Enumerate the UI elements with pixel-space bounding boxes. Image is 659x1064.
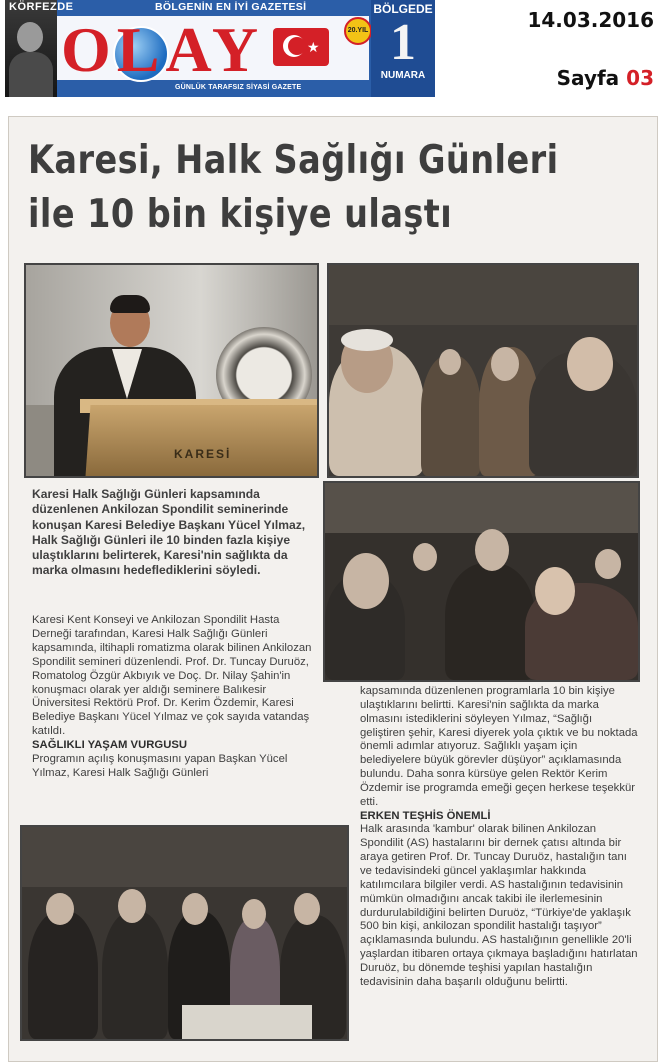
anniversary-badge: 20.YIL	[344, 17, 372, 45]
article-lead: Karesi Halk Sağlığı Günleri kapsamında düzenlenen Ankilozan Spondilit seminerinde konuşan Karesi Belediye Başkanı Yücel Yılmaz, Halk Sağlığı Günleri ile 10 binden fazla kişiye ulaştıklarını belirterek, Karesi'nin sağlıkta da marka olmasını hedeflediklerini söyledi.	[32, 487, 306, 578]
subheading-early-diagnosis: ERKEN TEŞHİS ÖNEMLİ	[360, 809, 491, 822]
page-number: Sayfa 03	[556, 66, 654, 90]
article-column-1	[32, 614, 322, 781]
flag-icon: ★	[273, 28, 329, 66]
publication-date: 14.03.2016	[527, 8, 654, 32]
photo-speaker-at-lectern	[24, 263, 319, 478]
paragraph-4: Halk arasında 'kambur' olarak bilinen Ankilozan Spondilit (AS) hastalarını bir dernek çatısı altında bir araya getiren Prof. Dr. Tuncay Duruöz, hastalığın tanı ve tedavisindeki güncel yaklaşımlar hakkında katılımcılara bilgiler verdi. AS hastalığının tedavisinin mümkün olmadığını ancak takibi ile ilerlemesinin durdurulabildiğini belirten Duruöz, “Türkiye'de yaklaşık 500 bin kişi, ankilozan spondilit hastalığı taşıyor” açıklamasında bulundu. AS hastalığının genellikle 20'li yaşlardan itibaren ortaya çıkmaya başladığını hatırlatan Duruöz, bu dönemde teşhisi yapılan hastalığın tedavisinin daha başarılı olduğunu belirtti.	[360, 823, 638, 988]
masthead-tagline: GÜNLÜK TARAFSIZ SİYASİ GAZETE	[175, 84, 302, 91]
photo-front-row	[20, 825, 349, 1041]
newspaper-logo: OLAY	[61, 14, 265, 85]
photo-audience-1	[327, 263, 639, 478]
article-column-2	[360, 685, 638, 990]
portrait-image	[5, 0, 57, 97]
lectern-text: KARESİ	[174, 447, 232, 461]
masthead-slogan: BÖLGENİN EN İYİ GAZETESİ	[155, 1, 307, 13]
newspaper-masthead	[5, 0, 435, 97]
paragraph-2: Programın açılış konuşmasını yapan Başkan Yücel Yılmaz, Karesi Halk Sağlığı Günleri	[32, 753, 288, 779]
paragraph-1: Karesi Kent Konseyi ve Ankilozan Spondilit Hasta Derneği tarafından, Karesi Halk Sağlığı Günleri kapsamında, iltihapli romatizma olarak bilinen Ankilozan Spondilit semineri düzenlendi. Prof. Dr. Tuncay Duruöz, Romatolog Özgür Akbıyık ve Doç. Dr. Nilay Şahin'in konuşmacı olarak yer aldığı seminere Balıkesir Üniversitesi Rektörü Prof. Dr. Kerim Özdemir, Karesi Belediye Başkanı Yücel Yılmaz ve çok sayıda vatandaş katıldı.	[32, 614, 312, 738]
region-rank-box: BÖLGEDE 1 NUMARA	[371, 0, 435, 97]
photo-audience-2	[323, 481, 640, 682]
paragraph-3: kapsamında düzenlenen programlarla 10 bin kişiye ulaştıklarını belirtti. Karesi'nin sağlıkta da marka olmasını istediklerini söyleyen Yılmaz, “Sağlığı geliştiren şehir, Karesi diyerek yola çıktık ve bu noktada önemli adımlar atıyoruz. Sağlıklı yaşam için belediyelere büyük görevler düşüyor” açıklamasında bulundu. Daha sonra kürsüye gelen Rektör Kerim Özdemir ise programda emeği geçen herkese teşekkür etti.	[360, 685, 638, 808]
subheading-healthy-life: SAĞLIKLI YAŞAM VURGUSU	[32, 739, 188, 752]
article-headline: Karesi, Halk Sağlığı Günleri ile 10 bin kişiye ulaştı	[28, 138, 559, 237]
masthead-region: KÖRFEZDE	[9, 1, 74, 13]
